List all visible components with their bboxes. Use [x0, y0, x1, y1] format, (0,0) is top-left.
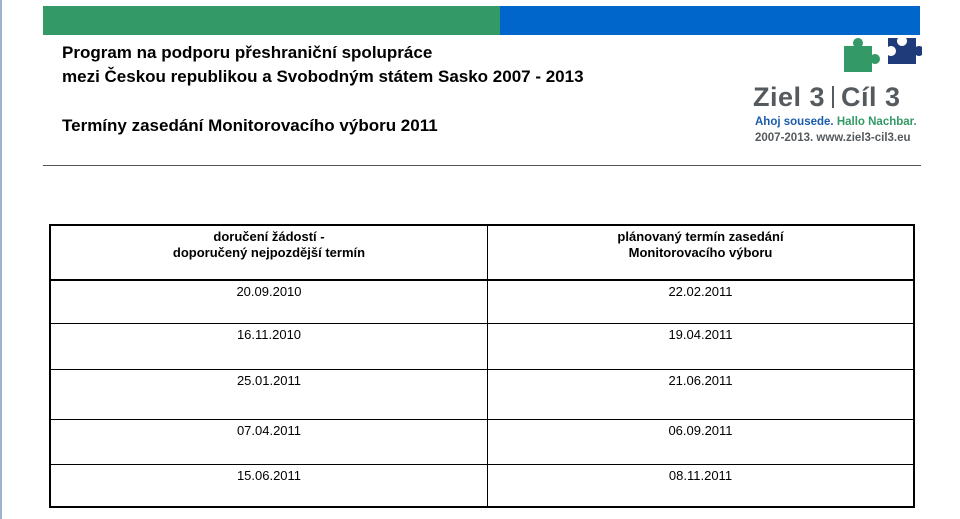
header-submission: [50, 225, 488, 280]
logo-separator: [832, 86, 834, 108]
table-row: [50, 280, 914, 324]
header-bar-blue: [500, 6, 920, 35]
table-row: [50, 370, 914, 420]
meeting-date: 08.11.2011: [488, 465, 915, 508]
header-meeting-line2: Monitorovacího výboru: [628, 245, 773, 260]
program-title-line2: mezi Českou republikou a Svobodným státem Sasko 2007 - 2013: [62, 67, 584, 86]
meeting-date: 22.02.2011: [488, 280, 915, 324]
submission-date: 15.06.2011: [50, 465, 488, 508]
logo-cil3: Cíl 3: [841, 82, 901, 112]
meeting-date: 21.06.2011: [488, 370, 915, 420]
logo-url-line: 2007-2013. www.ziel3-cil3.eu: [755, 132, 911, 144]
meeting-date: 06.09.2011: [488, 420, 915, 465]
page-subtitle: Termíny zasedání Monitorovacího výboru 2011: [62, 116, 438, 135]
logo-ziel3: Ziel 3: [753, 82, 826, 112]
program-title-line1: Program na podporu přeshraniční spolupráce: [62, 43, 433, 62]
submission-date: 25.01.2011: [50, 370, 488, 420]
header-submission-line1: doručení žádostí -: [213, 229, 325, 244]
logo-wordmark: [753, 82, 901, 113]
page-left-border: [0, 0, 2, 519]
header-submission-line2: doporučený nejpozdější termín: [172, 245, 366, 260]
table-row: [50, 324, 914, 370]
meeting-date: 19.04.2011: [488, 324, 915, 370]
submission-date: 20.09.2010: [50, 280, 488, 324]
table-row: [50, 465, 914, 508]
logo-tagline-cz: Ahoj sousede.: [755, 116, 834, 128]
header-meeting-line1: plánovaný termín zasedání: [617, 229, 784, 244]
submission-date: 16.11.2010: [50, 324, 488, 370]
table-row: [50, 420, 914, 465]
logo-tagline-de: Hallo Nachbar.: [836, 116, 917, 128]
meeting-schedule-table: [49, 224, 915, 508]
header-meeting: [488, 225, 915, 280]
header-divider: [43, 165, 921, 166]
header-bar-green: [43, 6, 500, 35]
table-header-row: [50, 225, 914, 280]
submission-date: 07.04.2011: [50, 420, 488, 465]
logo-tagline: [755, 116, 917, 128]
puzzle-pieces-icon: [842, 34, 922, 74]
ziel3-cil3-logo: [750, 34, 920, 150]
